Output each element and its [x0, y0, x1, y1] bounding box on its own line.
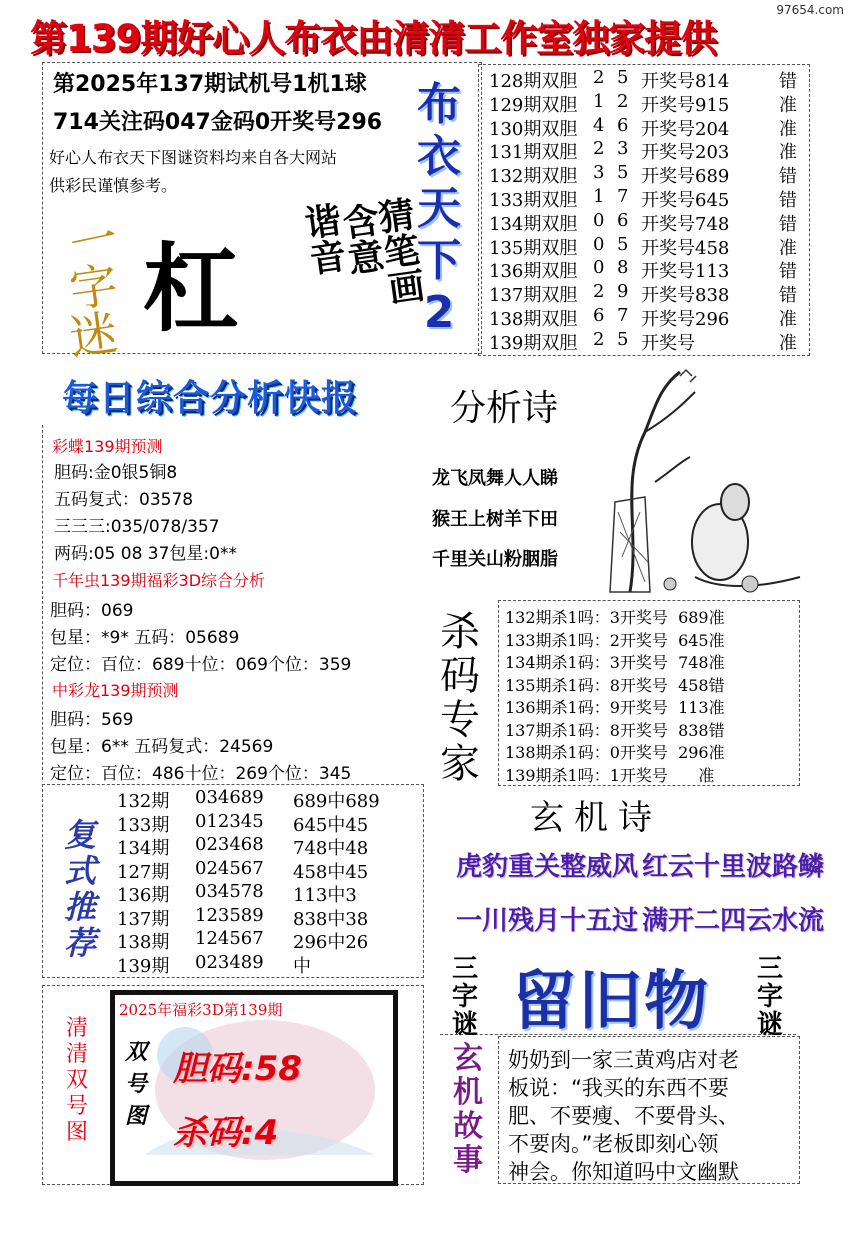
side-label-char: 图 — [65, 1120, 88, 1145]
double-dan-flag: 错 — [779, 166, 797, 188]
analysis-poem-title: 分析诗 — [450, 388, 559, 429]
double-dan-table — [478, 64, 810, 356]
double-dan-issue: 138期双胆 — [489, 309, 578, 330]
double-dan-d1: 3 — [593, 162, 605, 184]
double-dan-d1: 6 — [593, 305, 605, 326]
kill-code-row: 132期杀1吗：3开奖号 689准 — [505, 608, 725, 627]
double-dan-flag: 错 — [779, 285, 797, 307]
double-dan-d1: 1 — [593, 186, 605, 207]
compound-issue: 127期 — [117, 861, 170, 883]
compound-issue: 137期 — [117, 908, 170, 930]
compound-issue: 132期 — [117, 791, 170, 812]
panel-side-char: 双 — [125, 1040, 148, 1065]
kill-title-char: 家 — [440, 741, 480, 787]
double-dan-flag: 错 — [779, 261, 797, 283]
dan-code: 胆码:58 — [173, 1049, 302, 1089]
panel-side-char: 号 — [125, 1072, 148, 1097]
brand-vertical-title — [406, 80, 472, 360]
compound-result: 中 — [293, 955, 311, 977]
double-dan-issue: 135期双胆 — [489, 237, 578, 259]
story-line: 肥、不要瘦、不要骨头、 — [508, 1104, 739, 1128]
compound-issue: 133期 — [117, 814, 170, 836]
prediction-heading: 千年虫139期福彩3D综合分析 — [52, 571, 266, 590]
double-dan-issue: 130期双胆 — [489, 118, 578, 140]
double-dan-result: 开奖号296 — [641, 309, 730, 330]
xuanji-poem-line: 一川残月十五过 — [456, 906, 639, 936]
riddle-label-char: 迷 — [65, 304, 122, 368]
riddle-label-char: 字 — [756, 982, 783, 1012]
double-dan-issue: 131期双胆 — [489, 142, 578, 164]
double-dan-issue: 129期双胆 — [489, 94, 578, 116]
compound-code: 034578 — [195, 881, 264, 902]
compound-code: 034689 — [195, 787, 264, 808]
double-dan-d2: 7 — [617, 186, 629, 207]
prediction-line: 三三三:035/078/357 — [54, 517, 220, 537]
kill-code-row: 134期杀1码：3开奖号 748准 — [505, 653, 725, 672]
double-dan-result: 开奖号814 — [641, 71, 730, 92]
story-label-char: 事 — [453, 1143, 483, 1178]
side-label-char: 号 — [65, 1094, 88, 1119]
double-dan-d2: 5 — [617, 328, 629, 350]
double-dan-d1: 2 — [593, 138, 605, 160]
double-dan-d2: 7 — [617, 305, 629, 326]
disclaimer-line: 供彩民谨慎参考。 — [49, 176, 178, 195]
double-dan-flag: 准 — [779, 94, 797, 116]
kill-code-row: 136期杀1码：9开奖号 113准 — [505, 698, 725, 717]
side-label-char: 清 — [65, 1042, 88, 1067]
compound-result: 458中45 — [293, 861, 369, 883]
double-dan-d2: 2 — [617, 90, 629, 112]
double-dan-flag: 准 — [779, 237, 797, 259]
prediction-line: 包星：*9* 五码：05689 — [50, 628, 240, 648]
double-dan-issue: 134期双胆 — [489, 213, 578, 235]
compound-code: 023468 — [195, 834, 264, 855]
compound-code: 024567 — [195, 857, 264, 879]
riddle-character: 杠 — [143, 232, 239, 345]
story-label-char: 玄 — [453, 1041, 483, 1076]
kill-code-row: 137期杀1码：8开奖号 838错 — [505, 720, 725, 740]
trial-number-line: 第2025年137期试机号1机1球 — [53, 72, 367, 97]
prediction-line: 包星：6** 五码复式：24569 — [50, 737, 274, 757]
double-dan-result: 开奖号689 — [641, 166, 730, 188]
kill-code-table — [498, 600, 800, 786]
page-title: 第139期好心人布衣由清清工作室独家提供 — [30, 17, 717, 60]
double-dan-result: 开奖号915 — [641, 94, 730, 116]
brand-char: 布 — [417, 79, 461, 130]
riddle-label-char: 三 — [756, 954, 783, 984]
compound-code: 123589 — [195, 904, 264, 926]
double-dan-d1: 1 — [593, 90, 605, 112]
xuanji-poem-line: 虎豹重关整威风 — [456, 852, 639, 882]
kill-code: 杀码:4 — [173, 1113, 279, 1153]
prediction-line: 胆码:金0银5铜8 — [54, 463, 178, 483]
analysis-poem-line: 猴王上树羊下田 — [432, 509, 558, 530]
double-number-chart — [110, 990, 398, 1186]
fushi-title-char: 式 — [63, 852, 96, 890]
riddle-hint-column: 猜笔画 — [370, 194, 427, 308]
compound-result: 748中48 — [293, 838, 369, 859]
panel-side-char: 图 — [125, 1104, 148, 1129]
double-dan-d2: 6 — [617, 114, 629, 136]
riddle-hint-column: 含意 — [335, 200, 386, 278]
prediction-line: 定位：百位：689十位：069个位：359 — [50, 655, 352, 675]
prediction-line: 胆码：569 — [50, 710, 134, 730]
double-dan-flag: 准 — [779, 332, 797, 354]
compound-code: 023489 — [195, 951, 264, 973]
double-dan-flag: 错 — [779, 213, 797, 235]
prediction-line: 两码:05 08 37包星:0** — [54, 544, 237, 564]
xuanji-poem-line: 红云十里波路鳞 — [642, 852, 825, 882]
compound-code: 124567 — [195, 928, 264, 949]
compound-issue: 134期 — [117, 838, 170, 859]
double-dan-result: 开奖号204 — [641, 118, 730, 140]
double-dan-result: 开奖号203 — [641, 142, 730, 164]
double-dan-result: 开奖号 — [641, 332, 695, 354]
prediction-line: 胆码：069 — [50, 601, 134, 621]
double-dan-flag: 准 — [779, 118, 797, 140]
prediction-line: 定位：百位：486十位：269个位：345 — [50, 764, 352, 784]
brand-char: 下 — [417, 235, 461, 286]
brand-char: 2 — [423, 287, 455, 338]
double-dan-result: 开奖号645 — [641, 190, 730, 211]
riddle-label-char: 一 — [64, 209, 124, 275]
panel-title: 2025年福彩3D第139期 — [119, 1001, 283, 1019]
double-dan-d2: 5 — [617, 67, 629, 88]
story-label-char: 机 — [453, 1075, 483, 1110]
double-dan-d1: 0 — [593, 209, 605, 231]
double-dan-issue: 132期双胆 — [489, 166, 578, 188]
prediction-heading: 彩蝶139期预测 — [52, 437, 163, 456]
double-dan-d1: 2 — [593, 281, 605, 303]
riddle-label-char: 字 — [451, 982, 478, 1012]
compound-issue: 138期 — [117, 932, 170, 953]
double-dan-d1: 0 — [593, 257, 605, 279]
double-dan-d2: 6 — [617, 209, 629, 231]
story-line: 不要肉。”老板即刻心领 — [508, 1132, 719, 1156]
compound-result: 689中689 — [293, 791, 380, 812]
double-dan-issue: 139期双胆 — [489, 332, 578, 354]
compound-result: 645中45 — [293, 814, 369, 836]
story-line: 神会。你知道吗中文幽默 — [508, 1160, 739, 1184]
kill-code-row: 135期杀1码：8开奖号 458错 — [505, 675, 725, 695]
kill-title-char: 杀 — [440, 609, 480, 655]
prediction-line: 五码复式：03578 — [54, 490, 194, 510]
story-label-char: 故 — [453, 1109, 483, 1144]
double-dan-d2: 9 — [617, 281, 629, 303]
double-dan-d2: 8 — [617, 257, 629, 279]
riddle-answer: 留旧物 — [512, 965, 710, 1039]
site-watermark: 97654.com — [776, 3, 844, 17]
disclaimer-line: 好心人布衣天下图谜资料均来自各大网站 — [49, 148, 338, 167]
double-dan-d1: 2 — [593, 328, 605, 350]
compound-issue: 139期 — [117, 955, 170, 977]
xuanji-poem-line: 满开二四云水流 — [642, 906, 825, 936]
kill-code-row: 138期杀1码：0开奖号 296准 — [505, 743, 725, 762]
double-dan-issue: 136期双胆 — [489, 261, 578, 283]
kill-title-char: 码 — [440, 653, 480, 699]
kill-code-row: 139期杀1吗：1开奖号 准 — [505, 765, 715, 785]
compound-result: 296中26 — [293, 932, 369, 953]
brand-char: 衣 — [417, 131, 461, 182]
double-dan-d1: 0 — [593, 233, 605, 255]
side-label-char: 清 — [65, 1016, 88, 1041]
riddle-label-char: 字 — [65, 256, 122, 320]
double-dan-result: 开奖号113 — [641, 261, 730, 283]
story-line: 板说：“我买的东西不要 — [508, 1076, 729, 1100]
double-dan-d1: 4 — [593, 114, 605, 136]
riddle-hint-column: 谐音 — [297, 200, 348, 278]
analysis-poem-line: 龙飞凤舞人人睇 — [432, 468, 558, 489]
riddle-label-char: 谜 — [756, 1010, 783, 1040]
xuanji-poem-title: 玄机诗 — [530, 798, 662, 838]
header — [0, 0, 850, 62]
story-line: 奶奶到一家三黄鸡店对老 — [508, 1048, 739, 1072]
report-banner: 每日综合分析快报 — [62, 378, 359, 419]
double-dan-flag: 错 — [779, 190, 797, 211]
compound-recommend-panel — [42, 784, 424, 978]
double-dan-flag: 错 — [779, 71, 797, 92]
double-dan-d2: 5 — [617, 162, 629, 184]
double-dan-issue: 133期双胆 — [489, 190, 578, 211]
riddle-label-char: 三 — [451, 954, 478, 984]
compound-result: 838中38 — [293, 908, 369, 930]
sheep-tree-illustration — [600, 362, 810, 602]
side-label-char: 双 — [65, 1068, 88, 1093]
double-dan-result: 开奖号458 — [641, 237, 730, 259]
kill-title-char: 专 — [440, 697, 480, 743]
prediction-heading: 中彩龙139期预测 — [52, 681, 179, 700]
focus-code-line: 714关注码047金码0开奖号296 — [53, 110, 383, 135]
double-dan-flag: 准 — [779, 142, 797, 164]
double-dan-result: 开奖号838 — [641, 285, 730, 307]
double-dan-result: 开奖号748 — [641, 213, 730, 235]
analysis-poem-line: 千里关山粉胭脂 — [432, 549, 558, 570]
double-dan-flag: 准 — [779, 309, 797, 330]
riddle-label-char: 谜 — [451, 1010, 478, 1040]
fushi-title-char: 推 — [63, 888, 96, 926]
compound-issue: 136期 — [117, 885, 170, 906]
double-dan-d2: 3 — [617, 138, 629, 160]
compound-code: 012345 — [195, 810, 264, 832]
double-dan-d1: 2 — [593, 67, 605, 88]
kill-code-row: 133期杀1吗：2开奖号 645准 — [505, 630, 725, 650]
double-dan-d2: 5 — [617, 233, 629, 255]
fushi-title-char: 复 — [63, 816, 96, 854]
fushi-title-char: 荐 — [63, 924, 96, 962]
brand-char: 天 — [417, 183, 461, 234]
double-dan-issue: 128期双胆 — [489, 71, 578, 92]
compound-result: 113中3 — [293, 885, 357, 906]
double-dan-issue: 137期双胆 — [489, 285, 578, 307]
